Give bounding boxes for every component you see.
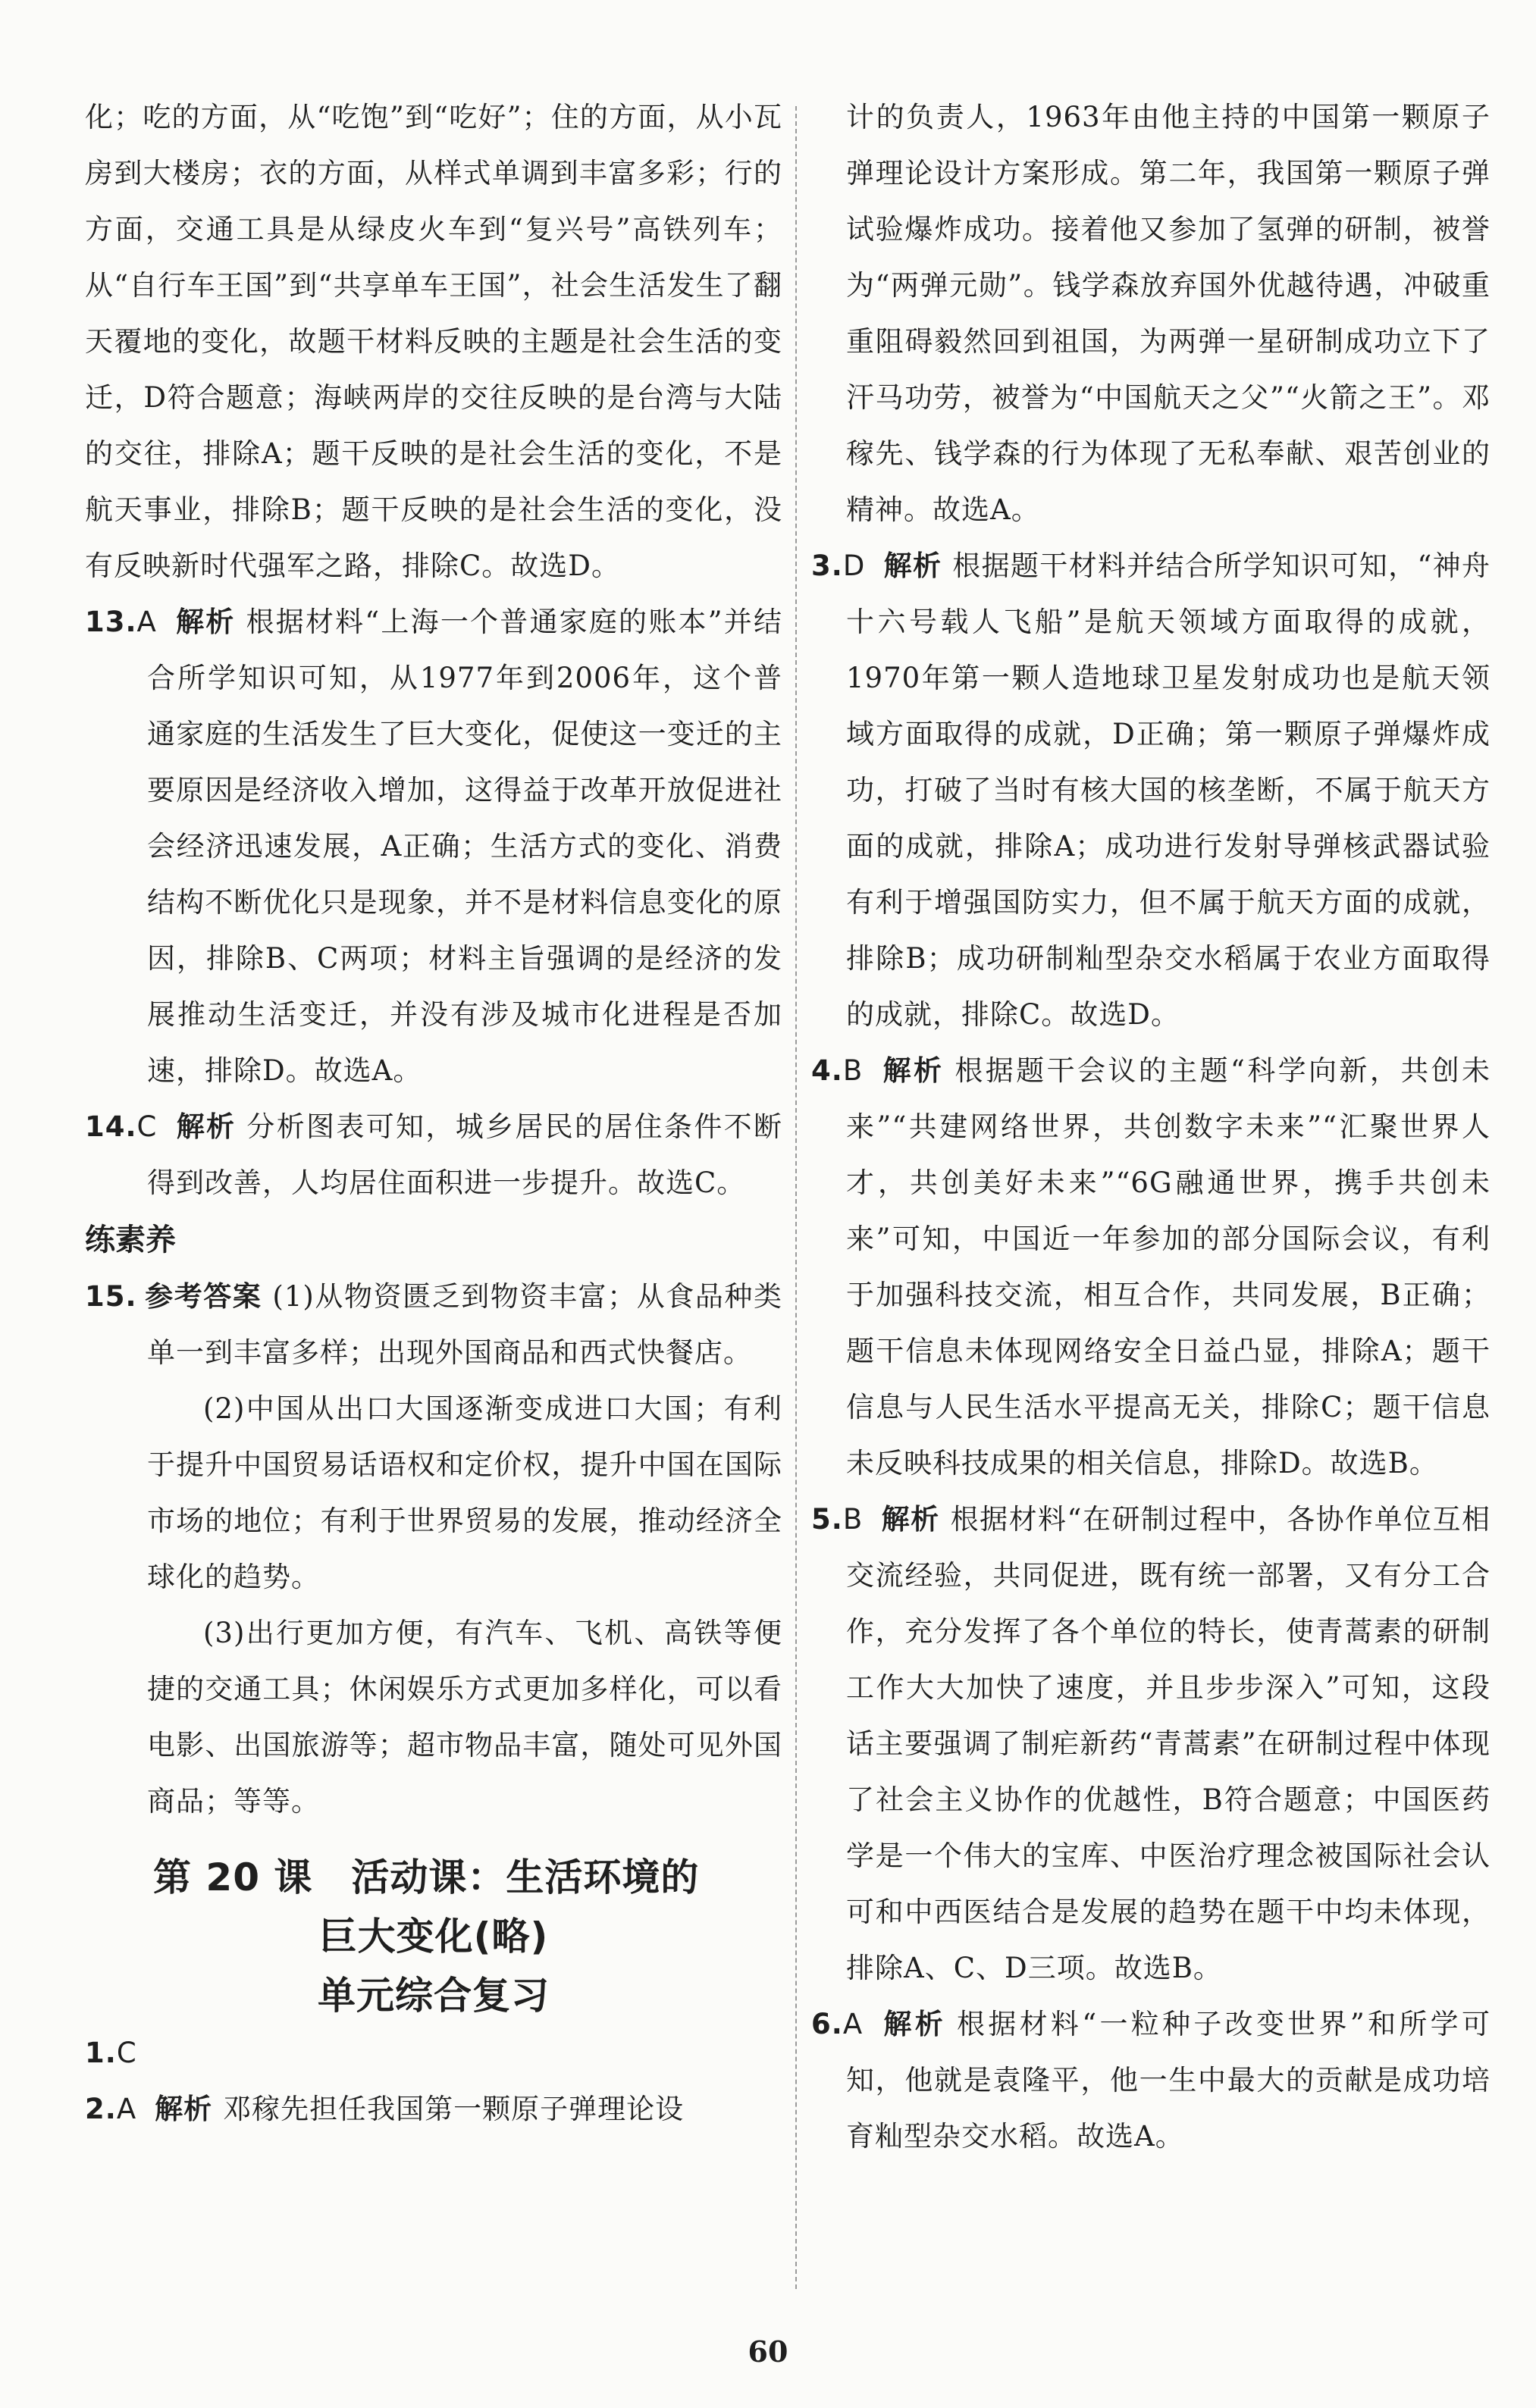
answer-item-6: 6.A 解析 根据材料“一粒种子改变世界”和所学可知，他就是袁隆平，他一生中最大的贡献是成功培育籼型杂交水稻。故选A。 <box>811 2008 1491 2153</box>
right-column <box>811 89 1491 2165</box>
answer-item-15: 15. 参考答案 (1)从物资匮乏到物资丰富；从食品种类单一到丰富多样；出现外国商品和西式快餐店。 <box>85 1280 782 1369</box>
answer-item-1: 1.C <box>85 2037 137 2069</box>
left-column <box>85 89 782 2137</box>
answer-15-part-2: (2)中国从出口大国逐渐变成进口大国；有利于提升中国贸易话语权和定价权，提升中国在国际市场的地位；有利于世界贸易的发展，推动经济全球化的趋势。 <box>147 1392 782 1593</box>
answer-item-2: 2.A 解析 邓稼先担任我国第一颗原子弹理论设 <box>85 2093 685 2125</box>
continued-paragraph: 化；吃的方面，从“吃饱”到“吃好”；住的方面，从小瓦房到大楼房；衣的方面，从样式单调到丰富多彩；行的方面，交通工具是从绿皮火车到“复兴号”高铁列车；从“自行车王国”到“共享单车王国”，社会生活发生了翻天覆地的变化，故题干材料反映的主题是社会生活的变迁，D符合题意；海峡两岸的交往反映的是台湾与大陆的交往，排除A；题干反映的是社会生活的变化，不是航天事业，排除B；题干反映的是社会生活的变化，没有反映新时代强军之路，排除C。故选D。 <box>85 101 782 582</box>
answer-item-4: 4.B 解析 根据题干会议的主题“科学向新，共创未来”“共建网络世界，共创数字未来”“汇聚世界人才，共创美好未来”“6G融通世界，携手共创未来”可知，中国近一年参加的部分国际会议，有利于加强科技交流，相互合作，共同发展，B正确；题干信息未体现网络安全日益凸显，排除A；题干信息与人民生活水平提高无关，排除C；题干信息未反映科技成果的相关信息，排除D。故选B。 <box>811 1054 1491 1480</box>
lesson-title-line-2: 巨大变化(略) <box>318 1915 549 1959</box>
answer-item-5: 5.B 解析 根据材料“在研制过程中，各协作单位互相交流经验，共同促进，既有统一部署，又有分工合作，充分发挥了各个单位的特长，使青蒿素的研制工作大大加快了速度，并且步步深入”可知，这段话主要强调了制疟新药“青蒿素”在研制过程中体现了社会主义协作的优越性，B符合题意；中国医药学是一个伟大的宝库、中医治疗理念被国际社会认可和中西医结合是发展的趋势在题干中均未体现，排除A、C、D三项。故选B。 <box>811 1503 1491 1984</box>
lesson-title-line-1: 第 20 课 活动课：生活环境的 <box>153 1855 700 1899</box>
column-divider <box>795 106 797 2289</box>
answer-item-14: 14.C 解析 分析图表可知，城乡居民的居住条件不断得到改善，人均居住面积进一步提升。故选C。 <box>85 1110 783 1199</box>
answer-item-13: 13.A 解析 根据材料“上海一个普通家庭的账本”并结合所学知识可知，从1977年到2006年，这个普通家庭的生活发生了巨大变化，促使这一变迁的主要原因是经济收入增加，这得益于改革开放促进社会经济迅速发展，A正确；生活方式的变化、消费结构不断优化只是现象，并不是材料信息变化的原因，排除B、C两项；材料主旨强调的是经济的发展推动生活变迁，并没有涉及城市化进程是否加速，排除D。故选A。 <box>85 606 782 1087</box>
continued-paragraph-2: 计的负责人，1963年由他主持的中国第一颗原子弹理论设计方案形成。第二年，我国第一颗原子弹试验爆炸成功。接着他又参加了氢弹的研制，被誉为“两弹元勋”。钱学森放弃国外优越待遇，冲破重重阻碍毅然回到祖国，为两弹一星研制成功立下了汗马功劳，被誉为“中国航天之父”“火箭之王”。邓稼先、钱学森的行为体现了无私奉献、艰苦创业的精神。故选A。 <box>846 101 1491 526</box>
answer-item-3: 3.D 解析 根据题干材料并结合所学知识可知，“神舟十六号载人飞船”是航天领域方面取得的成就，1970年第一颗人造地球卫星发射成功也是航天领域方面取得的成就，D正确；第一颗原子弹爆炸成功，打破了当时有核大国的核垄断，不属于航天方面的成就，排除A；成功进行发射导弹核武器试验有利于增强国防实力，但不属于航天方面的成就，排除B；成功研制籼型杂交水稻属于农业方面取得的成就，排除C。故选D。 <box>811 550 1491 1031</box>
unit-review-title: 单元综合复习 <box>318 1974 550 2018</box>
section-heading: 练素养 <box>85 1223 176 1257</box>
page-number: 60 <box>748 2334 788 2369</box>
answer-15-part-3: (3)出行更加方便，有汽车、飞机、高铁等便捷的交通工具；休闲娱乐方式更加多样化，可以看电影、出国旅游等；超市物品丰富，随处可见外国商品；等等。 <box>147 1617 782 1818</box>
